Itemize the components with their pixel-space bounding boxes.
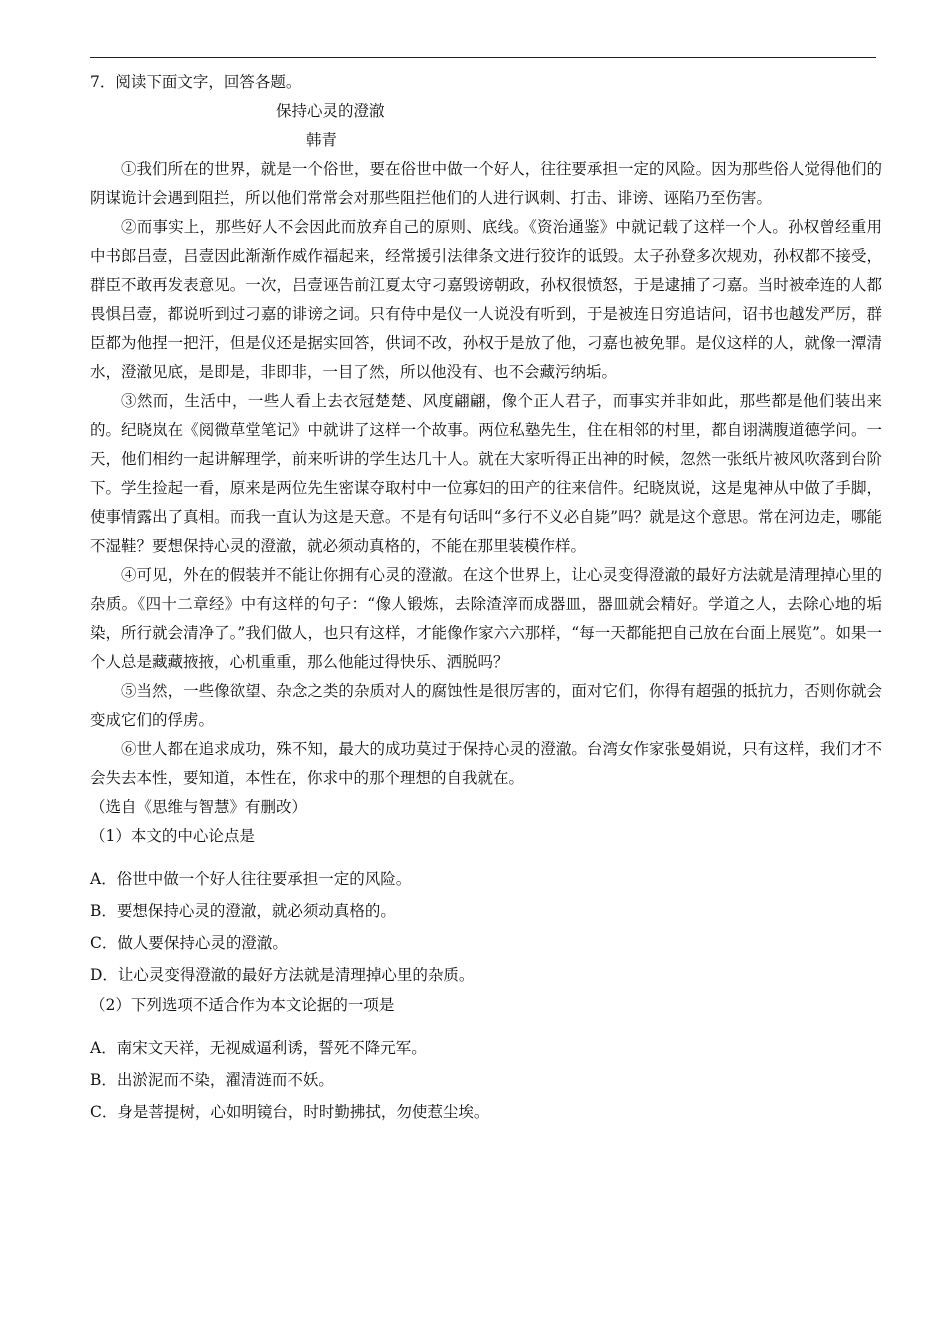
paragraph-6: ⑥世人都在追求成功，殊不知，最大的成功莫过于保持心灵的澄澈。台湾女作家张曼娟说，只有这样，我们才不会失去本性，要知道，本性在，你求中的那个理想的自我就在。 [90,740,882,787]
spacer [90,851,882,863]
header-rule [90,57,876,58]
paragraph-3: ③然而，生活中，一些人看上去衣冠楚楚、风度翩翩，像个正人君子，而事实并非如此，那些都是他们装出来的。纪晓岚在《阅微草堂笔记》中就讲了这样一个故事。两位私塾先生，住在相邻的村里，都自诩满腹道德学问。一天，他们相约一起讲解理学，前来听讲的学生达几十人。就在大家听得正出神的时候，忽然一张纸片被风吹落到台阶下。学生捡起一看，原来是两位先生密谋夺取村中一位寡妇的田产的往来信件。纪晓岚说，这是鬼神从中做了手脚，使事情露出了真相。而我一直认为这是天意。不是有句话叫“多行不义必自毙”吗？就是这个意思。常在河边走，哪能不湿鞋？要想保持心灵的澄澈，就必须动真格的，不能在那里装模作样。 [90,392,882,555]
paragraph-1: ①我们所在的世界，就是一个俗世，要在俗世中做一个好人，往往要承担一定的风险。因为那些俗人觉得他们的阴谋诡计会遇到阻拦，所以他们常常会对那些阻拦他们的人进行讽刺、打击、诽谤、诬陷乃至伤害。 [90,160,882,207]
sub-question-1-prompt: （1）本文的中心论点是 [90,827,255,845]
paragraph-4: ④可见，外在的假装并不能让你拥有心灵的澄澈。在这个世界上，让心灵变得澄澈的最好方法就是清理掉心里的杂质。《四十二章经》中有这样的句子：“像人锻炼，去除渣滓而成器皿，器皿就会精好。学道之人，去除心地的垢染，所行就会清净了。”我们做人，也只有这样，才能像作家六六那样，“每一天都能把自己放在台面上展览”。如果一个人总是藏藏掖掖，心机重重，那么他能过得快乐、洒脱吗？ [90,566,882,671]
sub2-option-c: C．身是菩提树，心如明镜台，时时勤拂拭，勿使惹尘埃。 [90,1103,490,1121]
question-intro: 7．阅读下面文字，回答各题。 [90,73,302,91]
sub1-option-a: A．俗世中做一个好人往往要承担一定的风险。 [90,870,412,888]
sub2-option-a: A．南宋文天祥，无视威逼利诱，誓死不降元军。 [90,1039,427,1057]
paragraph-2: ②而事实上，那些好人不会因此而放弃自己的原则、底线。《资治通鉴》中就记载了这样一个人。孙权曾经重用中书郎吕壹，吕壹因此渐渐作威作福起来，经常援引法律条文进行狡诈的诋毁。太子孙登多次规劝，孙权都不接受，群臣不敢再发表意见。一次，吕壹诬告前江夏太守刁嘉毁谤朝政，孙权很愤怒，于是逮捕了刁嘉。当时被牵连的人都畏惧吕壹，都说听到过刁嘉的诽谤之词。只有侍中是仪一人说没有听到，于是被连日穷追诘问，诏书也越发严厉，群臣都为他捏一把汗，但是仪还是据实回答，供词不改，孙权于是放了他，刁嘉也被免罪。是仪这样的人，就像一潭清水，澄澈见底，是即是，非即非，一目了然，所以他没有、也不会藏污纳垢。 [90,218,882,381]
sub1-option-b: B．要想保持心灵的澄澈，就必须动真格的。 [90,902,396,920]
spacer [90,1020,882,1032]
sub1-option-d: D．让心灵变得澄澈的最好方法就是清理掉心里的杂质。 [90,966,475,984]
question-page [90,68,882,1128]
sub1-option-c: C．做人要保持心灵的澄澈。 [90,934,288,952]
article-title: 保持心灵的澄澈 [276,102,385,120]
sub-question-2-prompt: （2）下列选项不适合作为本文论据的一项是 [90,996,395,1014]
paragraph-5: ⑤当然，一些像欲望、杂念之类的杂质对人的腐蚀性是很厉害的，面对它们，你得有超强的抵抗力，否则你就会变成它们的俘虏。 [90,682,882,729]
source-note: （选自《思维与智慧》有删改） [90,798,308,816]
article-author: 韩青 [306,131,338,149]
sub2-option-b: B．出淤泥而不染，濯清涟而不妖。 [90,1071,334,1089]
